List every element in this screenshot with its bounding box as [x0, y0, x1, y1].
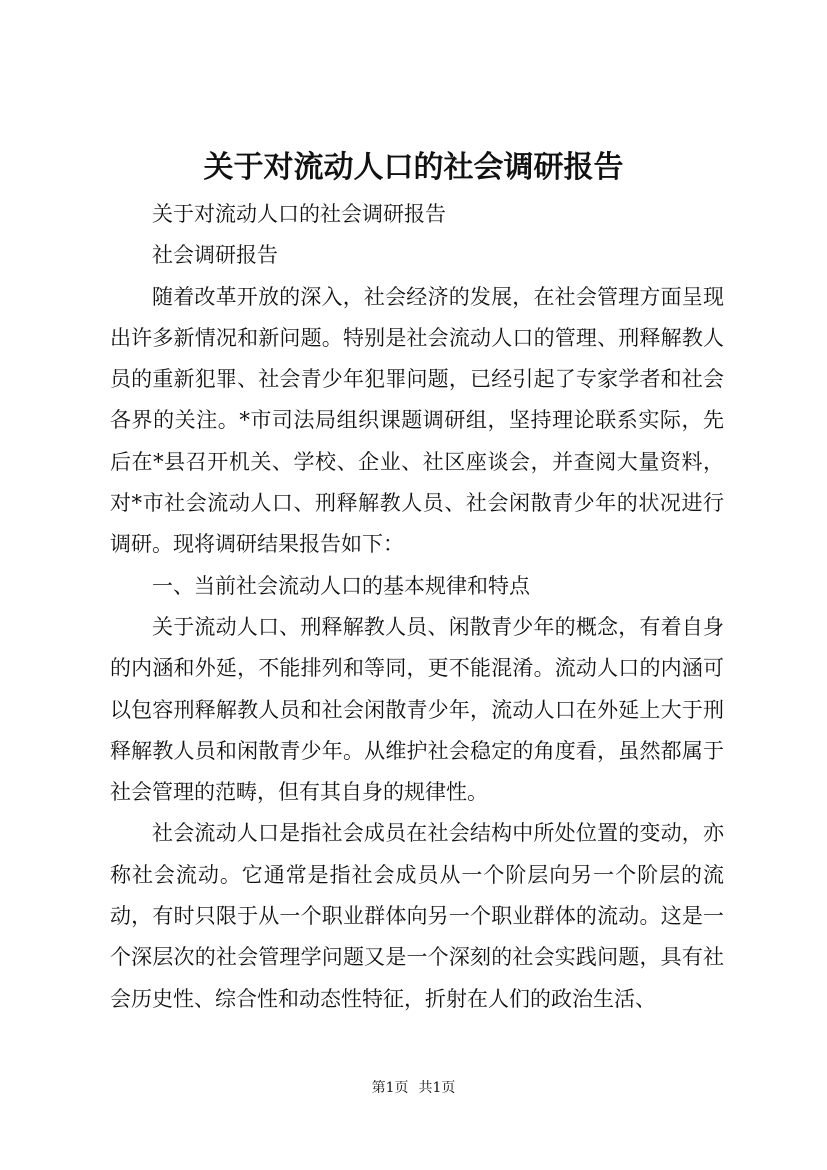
body-paragraph-definition: 社会流动人口是指社会成员在社会结构中所处位置的变动，亦称社会流动。它通常是指社会成员从一个阶层向另一个阶层的流动，有时只限于从一个职业群体向另一个职业群体的流动。这是一个深层次的社会管理学问题又是一个深刻的社会实践问题，具有社会历史性、综合性和动态性特征，折射在人们的政治生活、: [110, 821, 724, 1011]
page-total: 共1页: [418, 1080, 456, 1096]
body-paragraph-intro: 随着改革开放的深入，社会经济的发展，在社会管理方面呈现出许多新情况和新问题。特别是社会流动人口的管理、刑释解教人员的重新犯罪、社会青少年犯罪问题，已经引起了专家学者和社会各界的关注。*市司法局组织课题调研组，坚持理论联系实际，先后在*县召开机关、学校、企业、社区座谈会，并查阅大量资料，对*市社会流动人口、刑释解教人员、社会闲散青少年的状况进行调研。现将调研结果报告如下：: [110, 284, 724, 557]
page-number: 第1页: [371, 1080, 409, 1096]
page-footer: [0, 1078, 827, 1098]
section-heading: 一、当前社会流动人口的基本规律和特点: [152, 573, 530, 598]
body-paragraph-heading: 社会调研报告: [152, 243, 278, 268]
body-paragraph-concepts: 关于流动人口、刑释解教人员、闲散青少年的概念，有着自身的内涵和外延，不能排列和等同，更不能混淆。流动人口的内涵可以包容刑释解教人员和社会闲散青少年，流动人口在外延上大于刑释解教人员和闲散青少年。从维护社会稳定的角度看，虽然都属于社会管理的范畴，但有其自身的规律性。: [110, 614, 724, 805]
document-title: 关于对流动人口的社会调研报告: [203, 150, 624, 185]
document-body: [110, 194, 724, 1020]
body-paragraph-subtitle: 关于对流动人口的社会调研报告: [152, 202, 446, 226]
